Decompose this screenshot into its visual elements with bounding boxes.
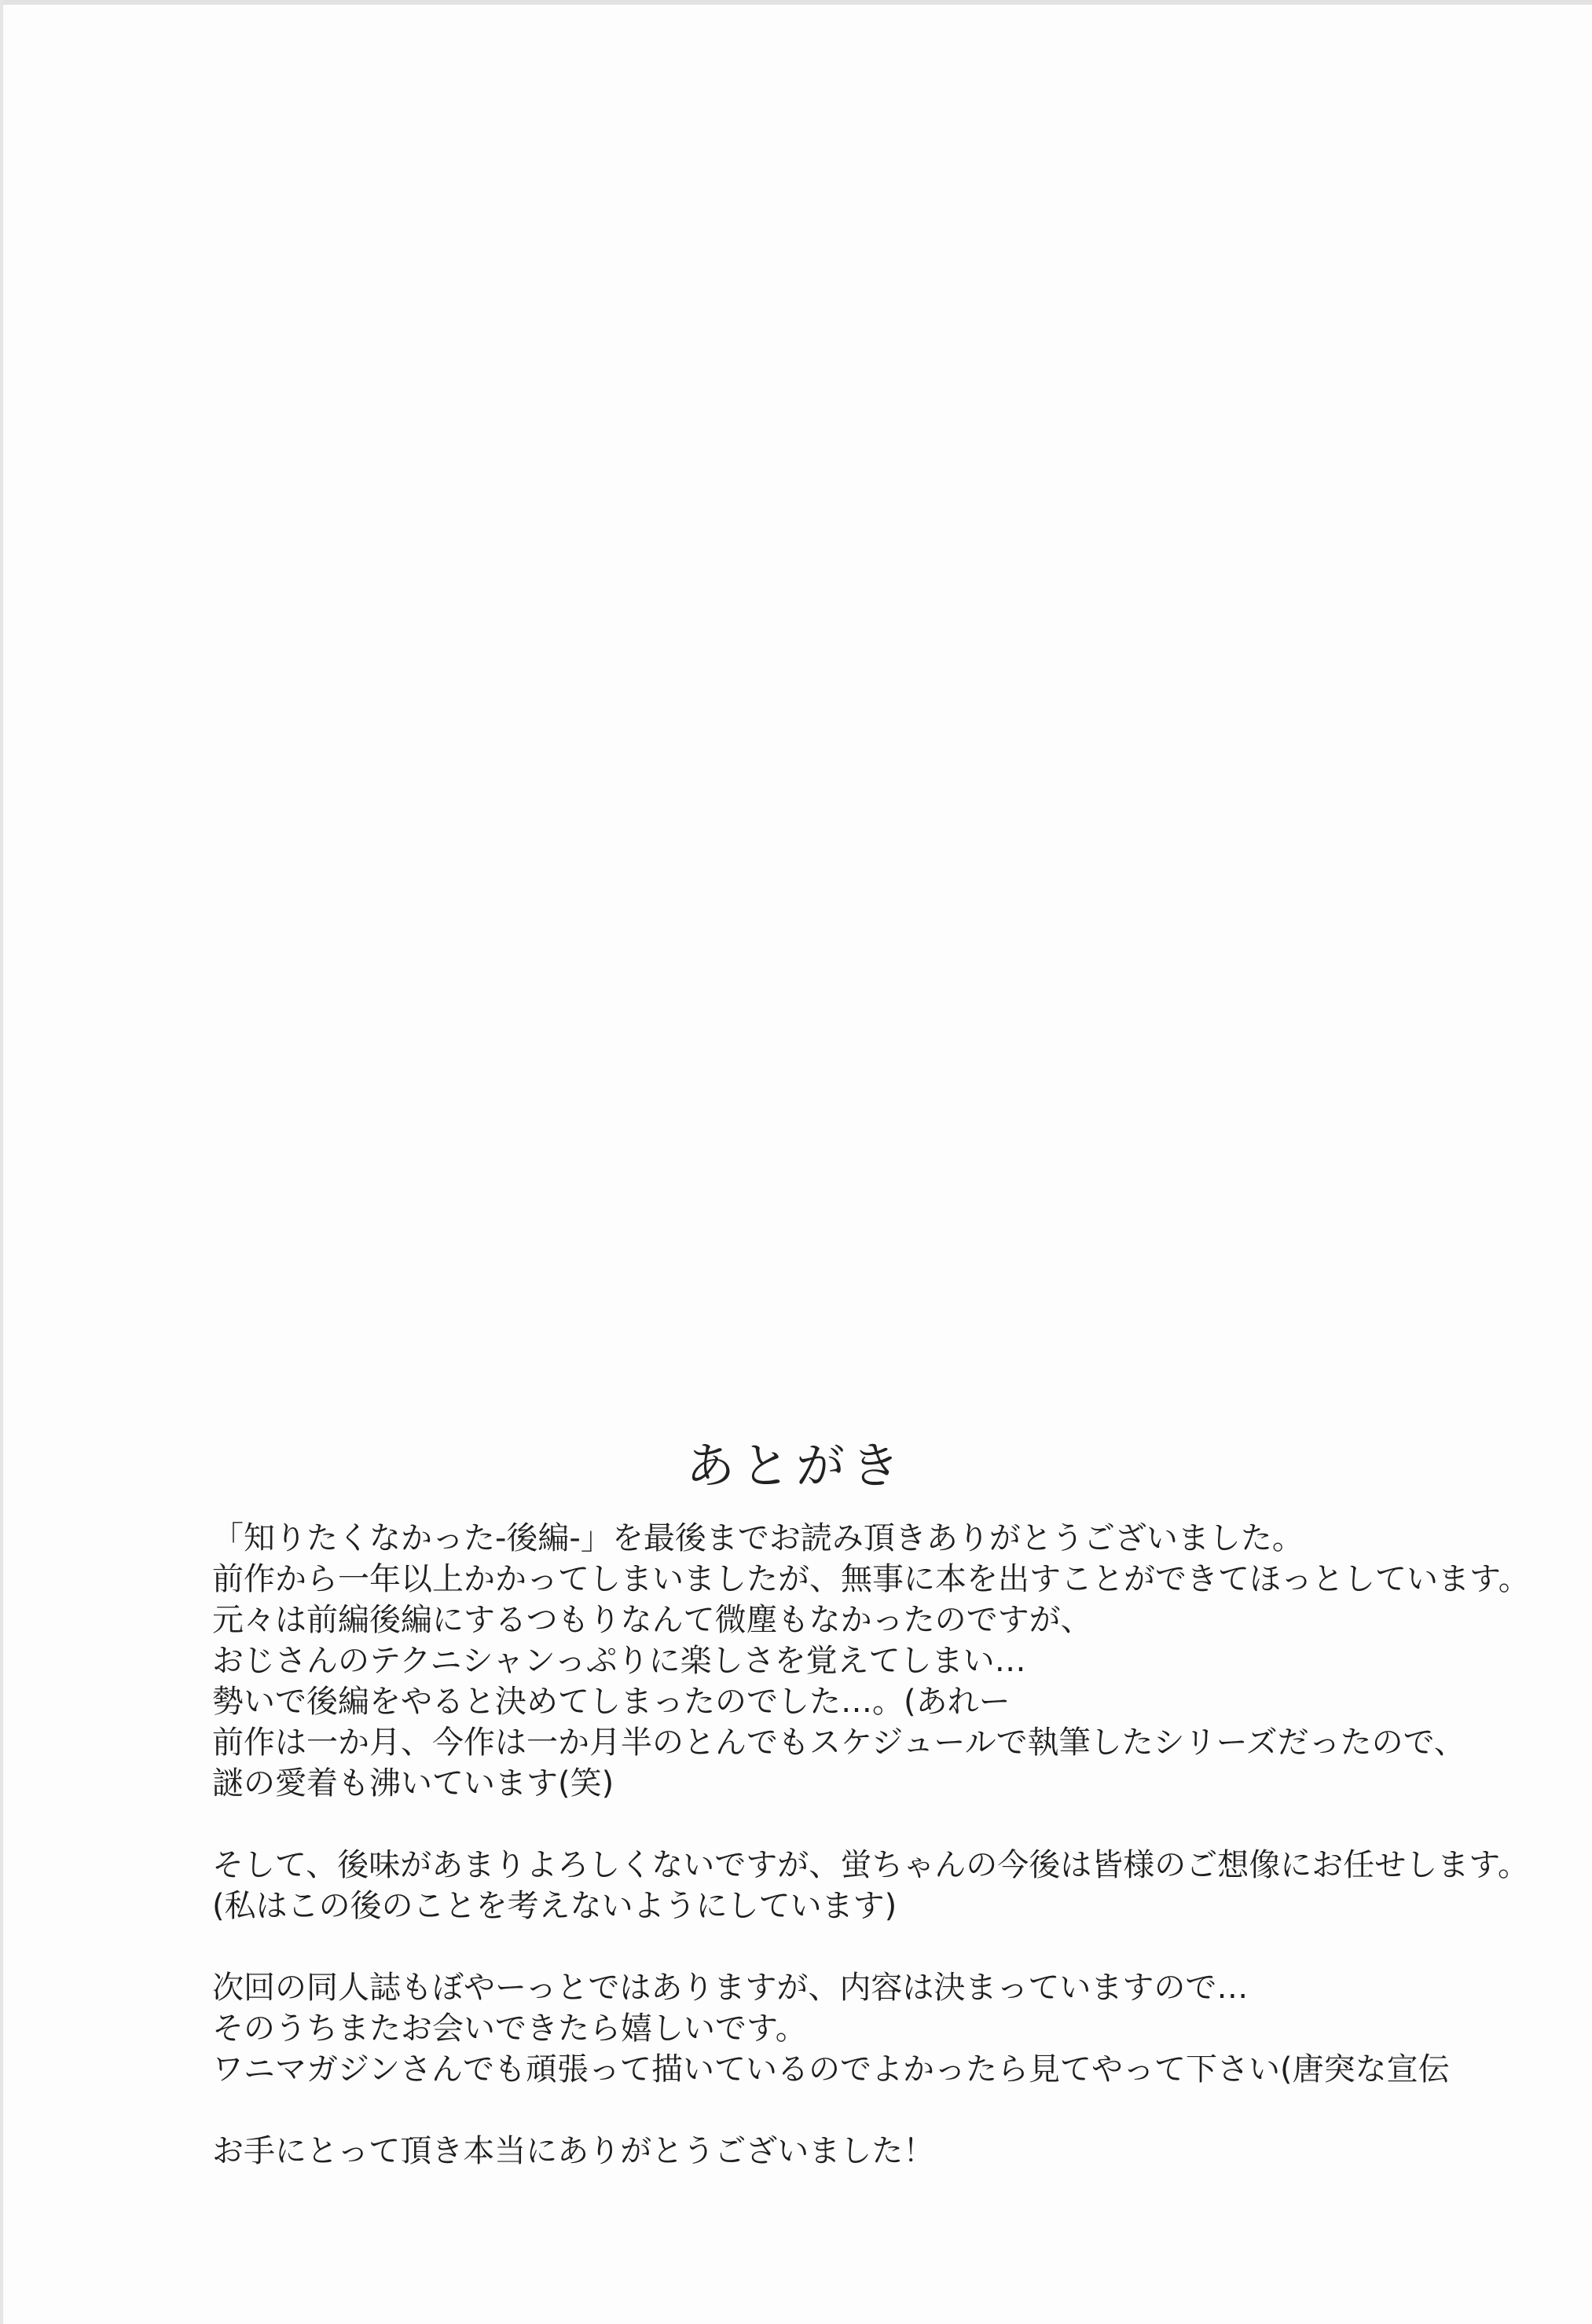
scan-left-edge — [0, 0, 3, 2324]
body-line: 「知りたくなかった-後編-」を最後までお読み頂きありがとうございました。 — [212, 1520, 1304, 1556]
afterword-body — [212, 1518, 1548, 2172]
body-line: (私はこの後のことを考えないようにしています) — [212, 1888, 897, 1924]
paragraph-gap — [212, 1804, 1548, 1845]
closing-line: お手にとって頂き本当にありがとうございました！ — [212, 2133, 935, 2169]
body-line: 前作から一年以上かかってしまいましたが、無事に本を出すことができてほっとしています。 — [212, 1561, 1530, 1597]
paragraph-gap — [212, 2090, 1548, 2131]
afterword-title: あとがき — [685, 1437, 906, 1494]
paragraph-gap — [212, 1926, 1548, 1967]
body-line: おじさんのテクニシャンっぷりに楽しさを覚えてしまい… — [212, 1643, 1026, 1679]
body-line: 次回の同人誌もぼやーっとではありますが、内容は決まっていますので… — [212, 1970, 1249, 2006]
scan-top-edge — [0, 0, 1592, 5]
body-line: ワニマガジンさんでも頑張って描いているのでよかったら見てやって下さい(唐突な宣伝 — [212, 2051, 1450, 2088]
body-line: 謎の愛着も沸いています(笑) — [212, 1765, 614, 1802]
body-line: そして、後味があまりよろしくないですが、蛍ちゃんの今後は皆様のご想像にお任せします。 — [212, 1847, 1529, 1883]
body-line: そのうちまたお会いできたら嬉しいです。 — [212, 2011, 807, 2047]
body-line: 勢いで後編をやると決めてしまったのでした…。(あれー — [212, 1684, 1011, 1720]
body-line: 元々は前編後編にするつもりなんて微塵もなかったのですが、 — [212, 1602, 1092, 1638]
body-line: 前作は一か月、今作は一か月半のとんでもスケジュールで執筆したシリーズだったので、 — [212, 1725, 1465, 1761]
